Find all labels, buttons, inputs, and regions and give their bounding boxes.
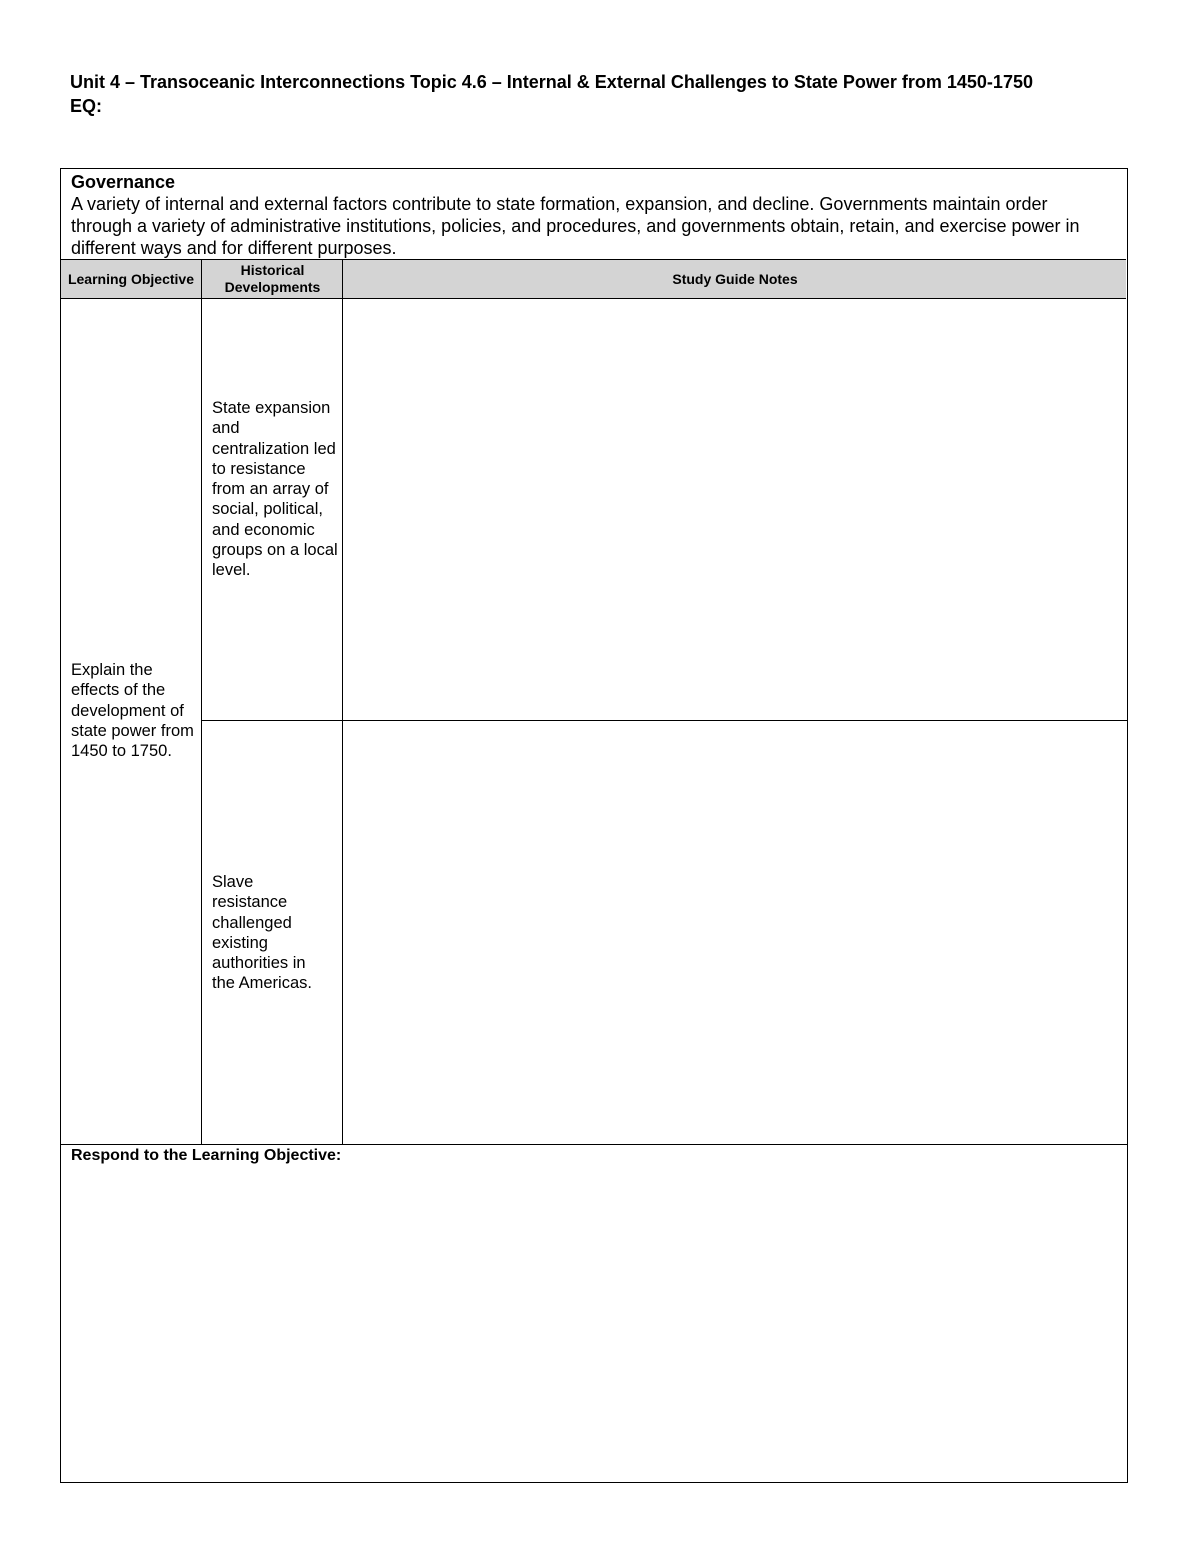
historical-development-2: Slave resistance challenged existing authorities in the Americas. xyxy=(212,873,312,993)
respond-label: Respond to the Learning Objective: xyxy=(71,1147,342,1164)
title-unit-topic: Unit 4 – Transoceanic Interconnections Topic 4.6 – Internal & External Challenges to State Power from 1450-1750 xyxy=(70,72,1033,92)
learning-objective-text: Explain the effects of the development of state power from 1450 to 1750. xyxy=(71,661,194,761)
table-header-row xyxy=(61,259,1126,299)
study-guide-table xyxy=(60,168,1128,1483)
column-divider-2 xyxy=(342,259,343,1144)
historical-development-1: State expansion and centralization led to resistance from an array of social, political, and economic groups on a local level. xyxy=(212,399,338,580)
header-learning-objective: Learning Objective xyxy=(67,270,195,287)
respond-divider xyxy=(61,1144,1127,1145)
governance-section xyxy=(71,171,1111,259)
title-eq: EQ: xyxy=(70,96,103,116)
study-guide-notes-cell-1[interactable] xyxy=(353,299,1123,718)
governance-description: A variety of internal and external factors contribute to state formation, expansion, and decline. Governments maintain order through a variety of administrative institutions, policies, and procedures, and governments obtain, retain, and exercise power in different ways and for different purposes. xyxy=(71,194,1080,258)
respond-answer-area[interactable] xyxy=(71,1169,1116,1474)
header-historical-developments: Historical Developments xyxy=(224,262,321,295)
study-guide-notes-cell-2[interactable] xyxy=(353,723,1123,1142)
page-title xyxy=(70,70,1033,118)
header-study-guide-notes: Study Guide Notes xyxy=(672,270,798,287)
row-divider xyxy=(201,720,1127,721)
column-divider-1 xyxy=(201,259,202,1144)
governance-heading: Governance xyxy=(71,172,176,192)
